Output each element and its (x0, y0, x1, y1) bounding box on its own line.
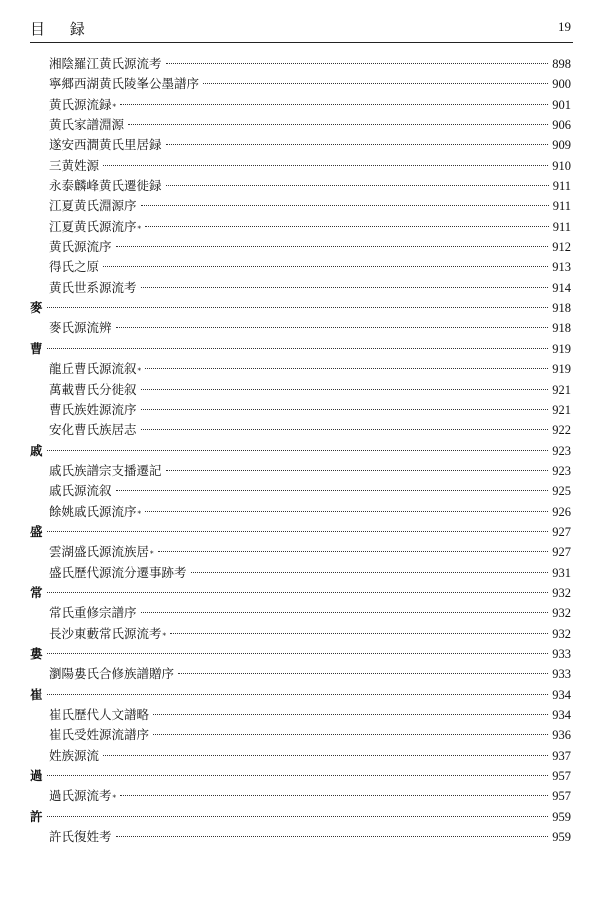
entry-page-number: 932 (552, 606, 571, 621)
dot-leader (203, 83, 548, 84)
toc-entry (30, 400, 571, 420)
dot-leader (141, 205, 549, 206)
dot-leader (166, 470, 549, 471)
toc-entry (30, 563, 571, 583)
entry-title: 雲湖盛氏源流族居 (49, 544, 150, 560)
toc-section-heading (30, 766, 571, 786)
entry-page-number: 913 (552, 260, 571, 275)
toc-section-heading (30, 644, 571, 664)
toc-entry (30, 481, 571, 501)
entry-page-number: 901 (552, 97, 571, 112)
toc-entry (30, 176, 571, 196)
entry-title: 餘姚戚氏源流序 (49, 503, 137, 519)
toc-entry (30, 257, 571, 277)
dot-leader (47, 531, 549, 532)
entry-title: 許氏復姓考 (49, 829, 112, 845)
entry-title: 遂安西澗黄氏里居録 (49, 137, 162, 153)
entry-title: 常 (30, 584, 43, 600)
toc-section-heading (30, 522, 571, 542)
entry-page-number: 911 (552, 199, 571, 214)
table-of-contents (30, 54, 571, 847)
dot-leader (116, 836, 549, 837)
entry-page-number: 906 (552, 118, 571, 133)
entry-title: 盛氏歷代源流分遷事跡考 (49, 564, 187, 580)
entry-title: 曹 (30, 340, 43, 356)
entry-page-number: 910 (552, 158, 571, 173)
entry-page-number: 919 (552, 362, 571, 377)
entry-page-number: 912 (552, 240, 571, 255)
asterisk-mark: * (112, 102, 117, 111)
toc-entry (30, 461, 571, 481)
entry-page-number: 919 (552, 341, 571, 356)
entry-title: 安化曹氏族居志 (49, 422, 137, 438)
entry-title: 崔 (30, 686, 43, 702)
dot-leader (116, 327, 549, 328)
entry-title: 過氏源流考 (49, 788, 112, 804)
dot-leader (153, 734, 548, 735)
toc-entry (30, 603, 571, 623)
toc-entry (30, 196, 571, 216)
entry-page-number: 922 (552, 423, 571, 438)
entry-page-number: 934 (552, 687, 571, 702)
toc-section-heading (30, 339, 571, 359)
toc-entry (30, 542, 571, 562)
entry-title: 崔氏歷代人文譜略 (49, 707, 150, 722)
dot-leader (103, 755, 548, 756)
toc-entry (30, 725, 571, 745)
toc-entry (30, 217, 571, 237)
dot-leader (141, 389, 549, 390)
toc-section-heading (30, 583, 571, 603)
entry-title: 姓族源流 (49, 747, 100, 763)
toc-entry (30, 420, 571, 440)
toc-entry (30, 54, 571, 74)
entry-title: 戚氏族譜宗支播遷記 (49, 462, 162, 478)
page-title: 目 録 (30, 20, 95, 38)
dot-leader (166, 63, 549, 64)
entry-title: 曹氏族姓源流序 (49, 401, 137, 417)
entry-title: 長沙東藪常氏源流考 (49, 625, 162, 641)
entry-page-number: 959 (552, 809, 571, 824)
entry-title: 三黄姓源 (49, 157, 100, 173)
toc-entry (30, 135, 571, 155)
entry-page-number: 923 (552, 463, 571, 478)
entry-page-number: 914 (552, 280, 571, 295)
entry-title: 得氏之原 (49, 259, 100, 275)
entry-title: 江夏黄氏源流序 (49, 218, 137, 234)
toc-entry (30, 156, 571, 176)
entry-title: 黄氏家譜淵源 (49, 117, 125, 133)
entry-page-number: 932 (552, 626, 571, 641)
dot-leader (47, 816, 549, 817)
dot-leader (47, 694, 549, 695)
asterisk-mark: * (150, 550, 154, 559)
toc-entry (30, 380, 571, 400)
dot-leader (47, 653, 549, 654)
entry-page-number: 898 (552, 57, 571, 71)
asterisk-mark: * (137, 367, 142, 376)
entry-title: 黄氏源流録 (49, 96, 112, 112)
entry-page-number: 933 (552, 667, 571, 682)
dot-leader (141, 287, 549, 288)
entry-page-number: 926 (552, 504, 571, 519)
dot-leader (116, 490, 549, 491)
dot-leader (141, 429, 549, 430)
dot-leader (178, 673, 548, 674)
dot-leader (47, 348, 549, 349)
entry-title: 湘陰羅江黄氏源流考 (49, 56, 162, 71)
entry-title: 瀏陽婁氏合修族譜贈序 (49, 666, 175, 682)
entry-title: 永泰麟峰黄氏遷徙録 (49, 178, 162, 194)
entry-page-number: 927 (552, 545, 571, 560)
entry-title: 黄氏世系源流考 (49, 279, 137, 295)
toc-entry (30, 746, 571, 766)
entry-title: 江夏黄氏淵源序 (49, 198, 137, 214)
entry-page-number: 957 (552, 789, 571, 804)
entry-title: 麥氏源流辨 (49, 320, 112, 336)
entry-page-number: 900 (552, 77, 571, 92)
entry-title: 戚 (30, 442, 43, 458)
entry-page-number: 911 (552, 179, 571, 194)
toc-entry (30, 237, 571, 257)
dot-leader (153, 714, 548, 715)
entry-title: 許 (30, 808, 43, 824)
dot-leader (103, 266, 548, 267)
dot-leader (191, 572, 549, 573)
dot-leader (103, 165, 548, 166)
dot-leader (47, 307, 549, 308)
entry-page-number: 959 (552, 830, 571, 845)
toc-entry (30, 359, 571, 379)
dot-leader (120, 104, 548, 105)
dot-leader (116, 246, 549, 247)
entry-page-number: 927 (552, 524, 571, 539)
dot-leader (141, 612, 549, 613)
dot-leader (47, 775, 549, 776)
toc-entry (30, 278, 571, 298)
dot-leader (145, 368, 548, 369)
toc-entry (30, 95, 571, 115)
toc-section-heading (30, 685, 571, 705)
dot-leader (141, 409, 549, 410)
dot-leader (145, 226, 549, 227)
entry-page-number: 934 (552, 708, 571, 722)
entry-page-number: 936 (552, 728, 571, 743)
page-header (30, 14, 573, 43)
toc-section-heading (30, 807, 571, 827)
entry-title: 盛 (30, 523, 43, 539)
page-number: 19 (558, 19, 571, 34)
entry-page-number: 918 (552, 321, 571, 336)
entry-page-number: 909 (552, 138, 571, 153)
dot-leader (158, 551, 549, 552)
entry-page-number: 932 (552, 585, 571, 600)
entry-title: 寧郷西湖黄氏陵峯公墨譜序 (49, 76, 200, 92)
dot-leader (170, 633, 548, 634)
entry-page-number: 931 (552, 565, 571, 580)
entry-page-number: 925 (552, 484, 571, 499)
entry-title: 萬載曹氏分徙叙 (49, 381, 137, 397)
toc-entry (30, 705, 571, 725)
entry-title: 黄氏源流序 (49, 239, 112, 255)
asterisk-mark: * (137, 224, 142, 233)
asterisk-mark: * (162, 631, 167, 640)
entry-page-number: 957 (552, 769, 571, 784)
asterisk-mark: * (112, 794, 117, 803)
toc-section-heading (30, 441, 571, 461)
entry-page-number: 918 (552, 301, 571, 316)
entry-page-number: 937 (552, 748, 571, 763)
entry-title: 常氏重修宗譜序 (49, 605, 137, 621)
dot-leader (128, 124, 548, 125)
dot-leader (166, 144, 549, 145)
entry-title: 過 (30, 768, 43, 784)
entry-title: 龍丘曹氏源流叙 (49, 361, 137, 377)
entry-page-number: 911 (552, 219, 571, 234)
toc-section-heading (30, 298, 571, 318)
toc-entry (30, 664, 571, 684)
dot-leader (120, 795, 548, 796)
toc-entry (30, 502, 571, 522)
toc-entry (30, 624, 571, 644)
toc-entry (30, 74, 571, 94)
toc-entry (30, 115, 571, 135)
entry-title: 麥 (30, 300, 43, 316)
toc-entry (30, 827, 571, 847)
entry-page-number: 923 (552, 443, 571, 458)
entry-page-number: 921 (552, 382, 571, 397)
entry-title: 婁 (30, 645, 43, 661)
entry-page-number: 921 (552, 402, 571, 417)
entry-page-number: 933 (552, 646, 571, 661)
dot-leader (47, 592, 549, 593)
asterisk-mark: * (137, 509, 142, 518)
toc-entry (30, 786, 571, 806)
dot-leader (47, 450, 549, 451)
dot-leader (145, 511, 548, 512)
toc-entry (30, 318, 571, 338)
dot-leader (166, 185, 549, 186)
entry-title: 崔氏受姓源流譜序 (49, 727, 150, 743)
entry-title: 戚氏源流叙 (49, 483, 112, 499)
